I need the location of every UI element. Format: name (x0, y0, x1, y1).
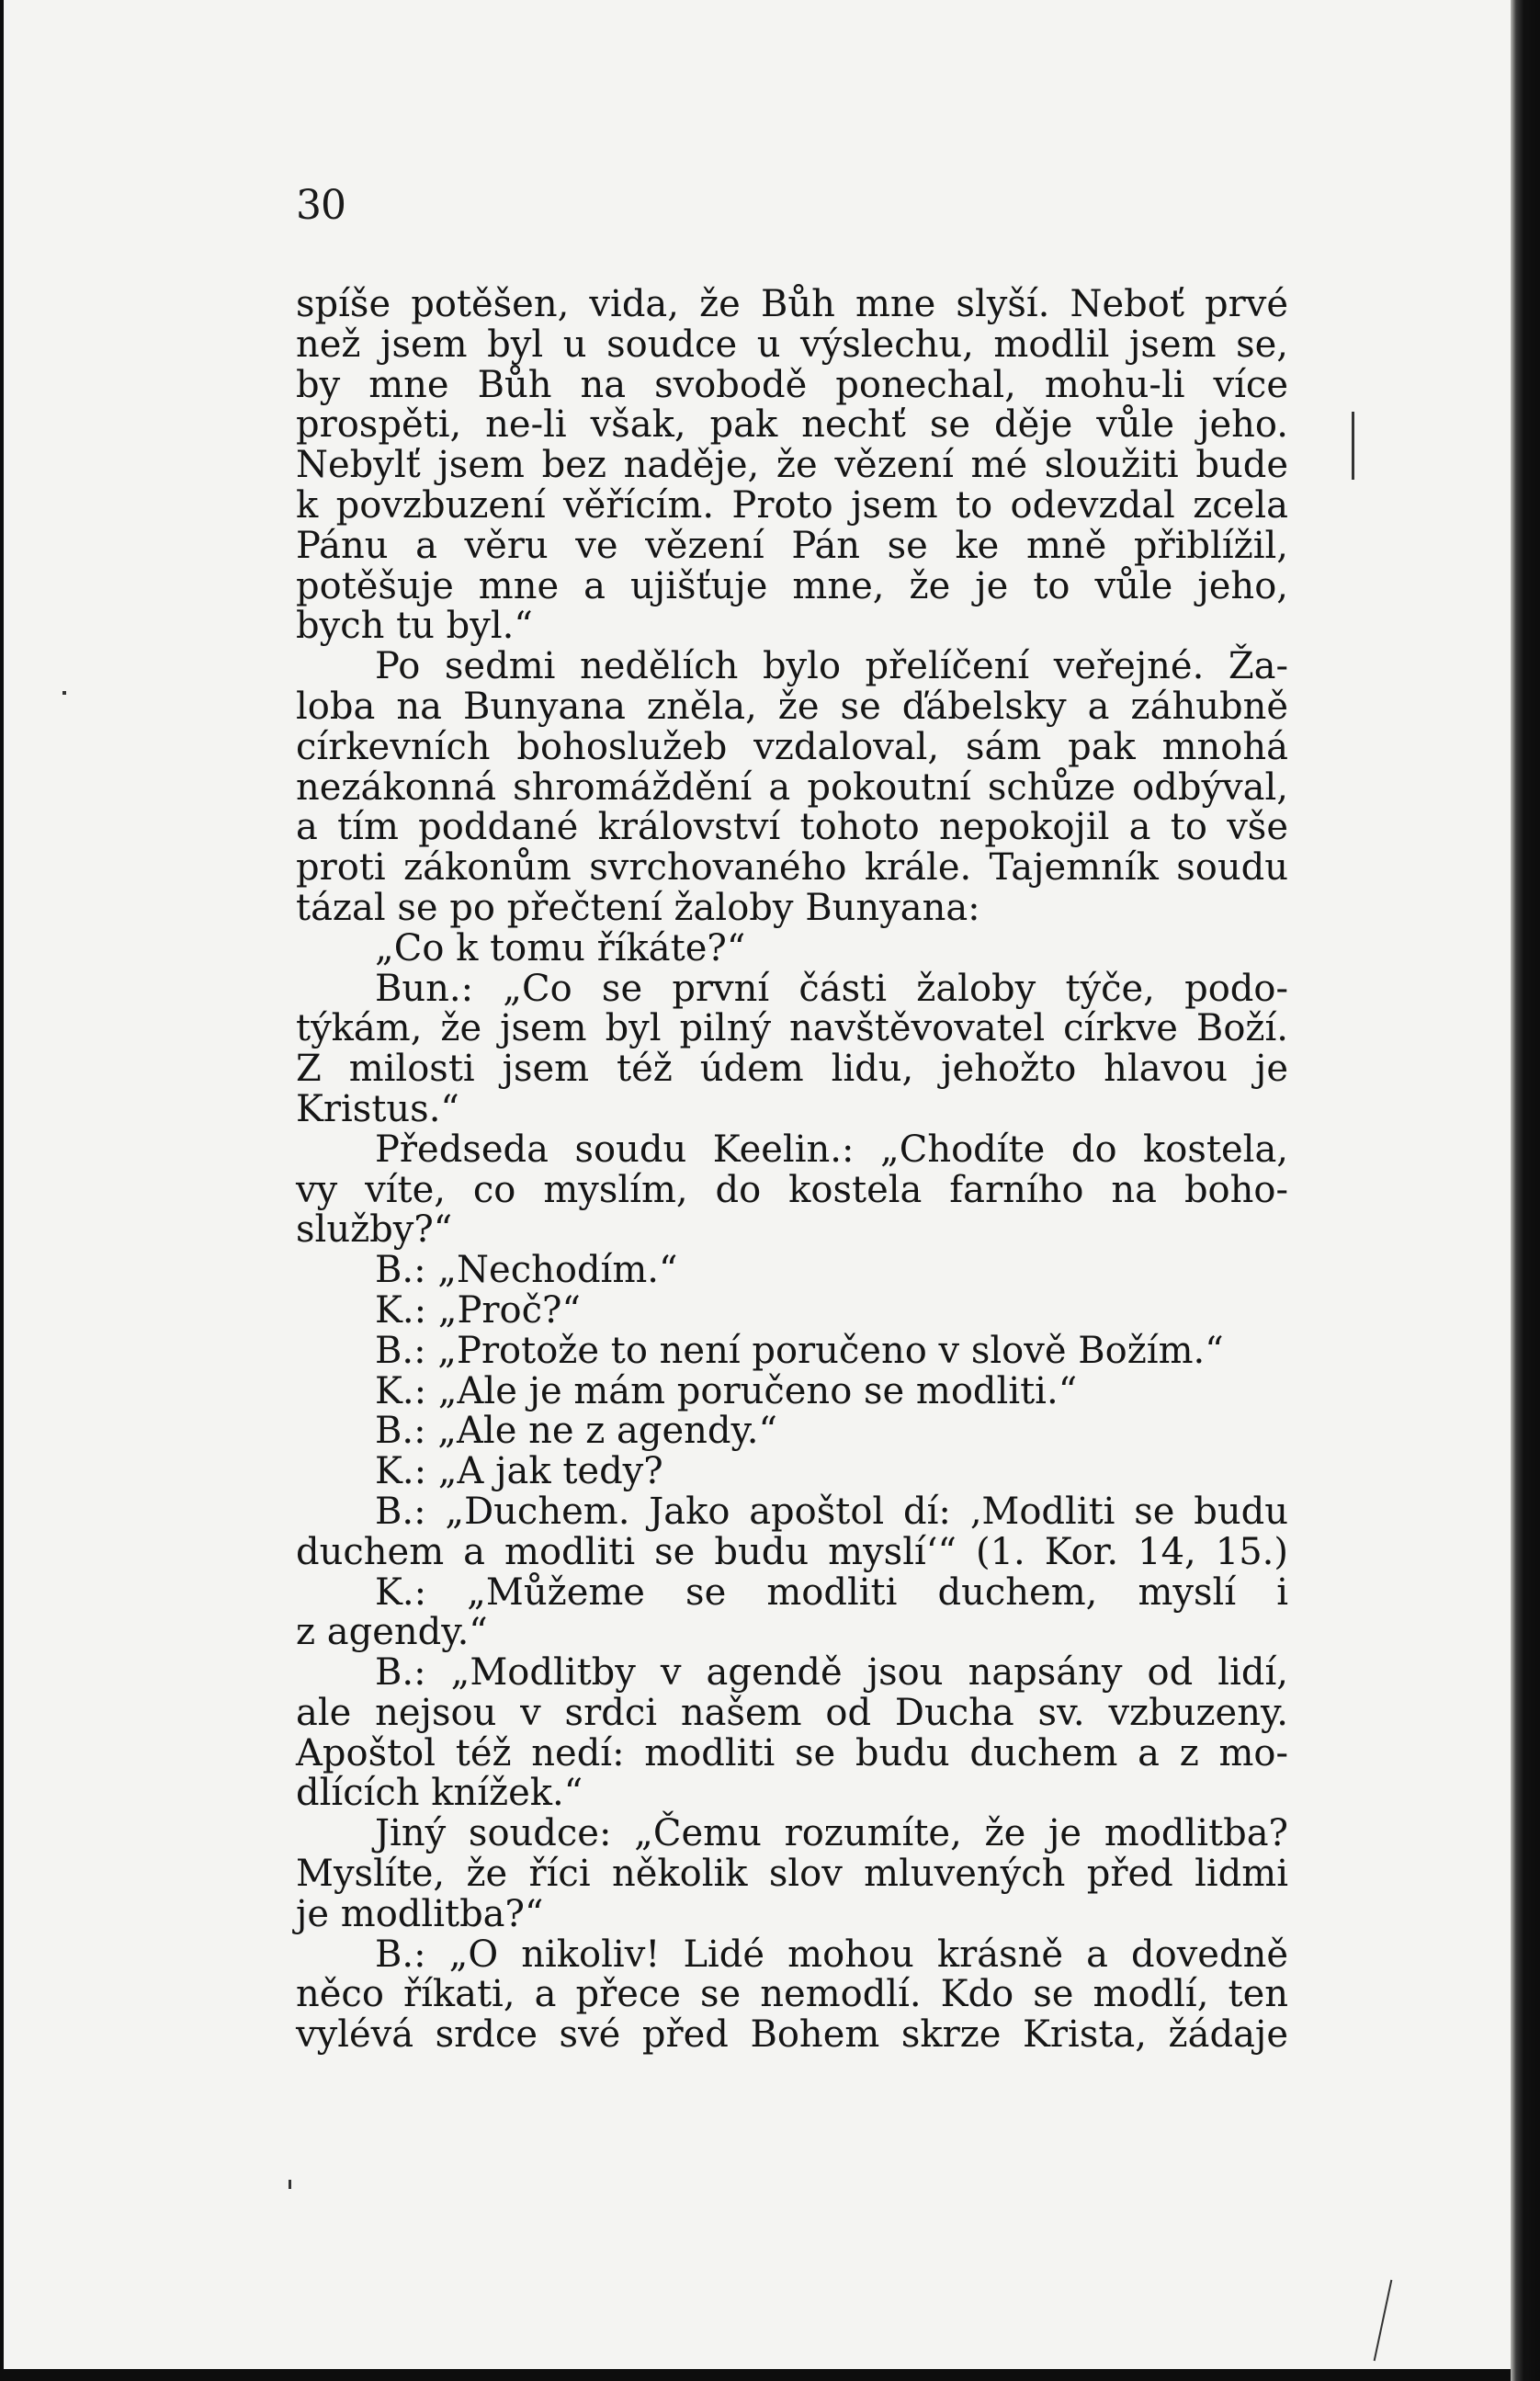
text-line: Kristus.“ (296, 1087, 459, 1130)
text-line: nezákonná shromáždění a pokoutní schůze odbýval, (296, 765, 1288, 809)
margin-speck (289, 2180, 291, 2189)
text-line: B.: „O nikoliv! Lidé mohou krásně a dovedně (375, 1933, 1288, 1976)
text-line: „Co k tomu říkáte?“ (375, 926, 746, 969)
text-line: proti zákonům svrchovaného krále. Tajemník soudu (296, 846, 1288, 890)
text-line: Pánu a věru ve vězení Pán se ke mně přiblížil, (296, 524, 1288, 567)
text-line: něco říkati, a přece se nemodlí. Kdo se modlí, ten (296, 1973, 1288, 2016)
text-line: tázal se po přečtení žaloby Bunyana: (296, 886, 980, 929)
text-line: potěšuje mne a ujišťuje mne, že je to vůle jeho, (296, 564, 1288, 607)
text-line: B.: „Duchem. Jako apoštol dí: ‚Modliti se budu (375, 1490, 1288, 1533)
text-line: by mne Bůh na svobodě ponechal, mohu-li více (296, 363, 1288, 406)
text-line: Z milosti jsem též údem lidu, jehožto hlavou je (296, 1048, 1288, 1091)
text-line: loba na Bunyana zněla, že se ďábelsky a záhubně (296, 685, 1288, 728)
text-line: prospěti, ne-li však, pak nechť se děje vůle jeho. (296, 403, 1288, 447)
text-line: Předseda soudu Keelin.: „Chodíte do kostela, (375, 1128, 1288, 1171)
text-line: Nebylť jsem bez naděje, že vězení mé sloužiti bude (296, 444, 1288, 487)
text-line: bych tu byl.“ (296, 605, 533, 648)
text-line: a tím poddané království tohoto nepokojil a to vše (296, 806, 1288, 849)
margin-mark (1352, 412, 1354, 480)
text-line: Bun.: „Co se první části žaloby týče, podo- (375, 967, 1288, 1010)
text-line: Apoštol též nedí: modliti se budu duchem a z mo- (296, 1731, 1288, 1774)
text-line: duchem a modliti se budu myslí‘“ (1. Kor. 14, 15.) (296, 1530, 1288, 1573)
text-line: církevních bohoslužeb vzdaloval, sám pak mnohá (296, 725, 1288, 768)
text-line: B.: „Ale ne z agendy.“ (375, 1410, 777, 1453)
text-line: služby?“ (296, 1208, 453, 1252)
text-line: Po sedmi nedělích bylo přelíčení veřejné. Ža- (375, 645, 1288, 688)
text-line: z agendy.“ (296, 1611, 488, 1654)
text-line: dlících knížek.“ (296, 1772, 583, 1815)
text-line: týkám, že jsem byl pilný navštěvovatel církve Boží. (296, 1007, 1288, 1050)
text-line: vy víte, co myslím, do kostela farního na boho- (296, 1168, 1288, 1211)
text-line: B.: „Nechodím.“ (375, 1249, 678, 1292)
text-line: ale nejsou v srdci našem od Ducha sv. vzbuzeny. (296, 1691, 1288, 1734)
text-line: je modlitba?“ (296, 1892, 544, 1935)
text-line: K.: „A jak tedy? (375, 1450, 663, 1493)
page-edge-shadow (1511, 0, 1536, 2381)
text-line: B.: „Modlitby v agendě jsou napsány od lidí, (375, 1651, 1288, 1695)
margin-speck (62, 691, 66, 695)
text-line: B.: „Protože to není poručeno v slově Božím.“ (375, 1329, 1224, 1372)
body-text (296, 285, 1288, 2056)
text-line: než jsem byl u soudce u výslechu, modlil jsem se, (296, 323, 1288, 366)
text-line: Myslíte, že říci několik slov mluvených před lidmi (296, 1853, 1288, 1896)
text-line: K.: „Ale je mám poručeno se modliti.“ (375, 1369, 1078, 1412)
text-line: K.: „Můžeme se modliti duchem, myslí i (375, 1570, 1288, 1614)
text-line: Jiný soudce: „Čemu rozumíte, že je modlitba? (375, 1812, 1288, 1855)
text-line: spíše potěšen, vida, že Bůh mne slyší. Neboť prvé (296, 283, 1288, 325)
text-line: vylévá srdce své před Bohem skrze Krista, žádaje (296, 2013, 1288, 2057)
margin-scratch (1374, 2280, 1393, 2361)
text-line: K.: „Proč?“ (375, 1288, 581, 1332)
paper-sheet (4, 0, 1513, 2369)
text-line: k povzbuzení věřícím. Proto jsem to odevzdal zcela (296, 483, 1288, 527)
page-number: 30 (296, 182, 345, 229)
